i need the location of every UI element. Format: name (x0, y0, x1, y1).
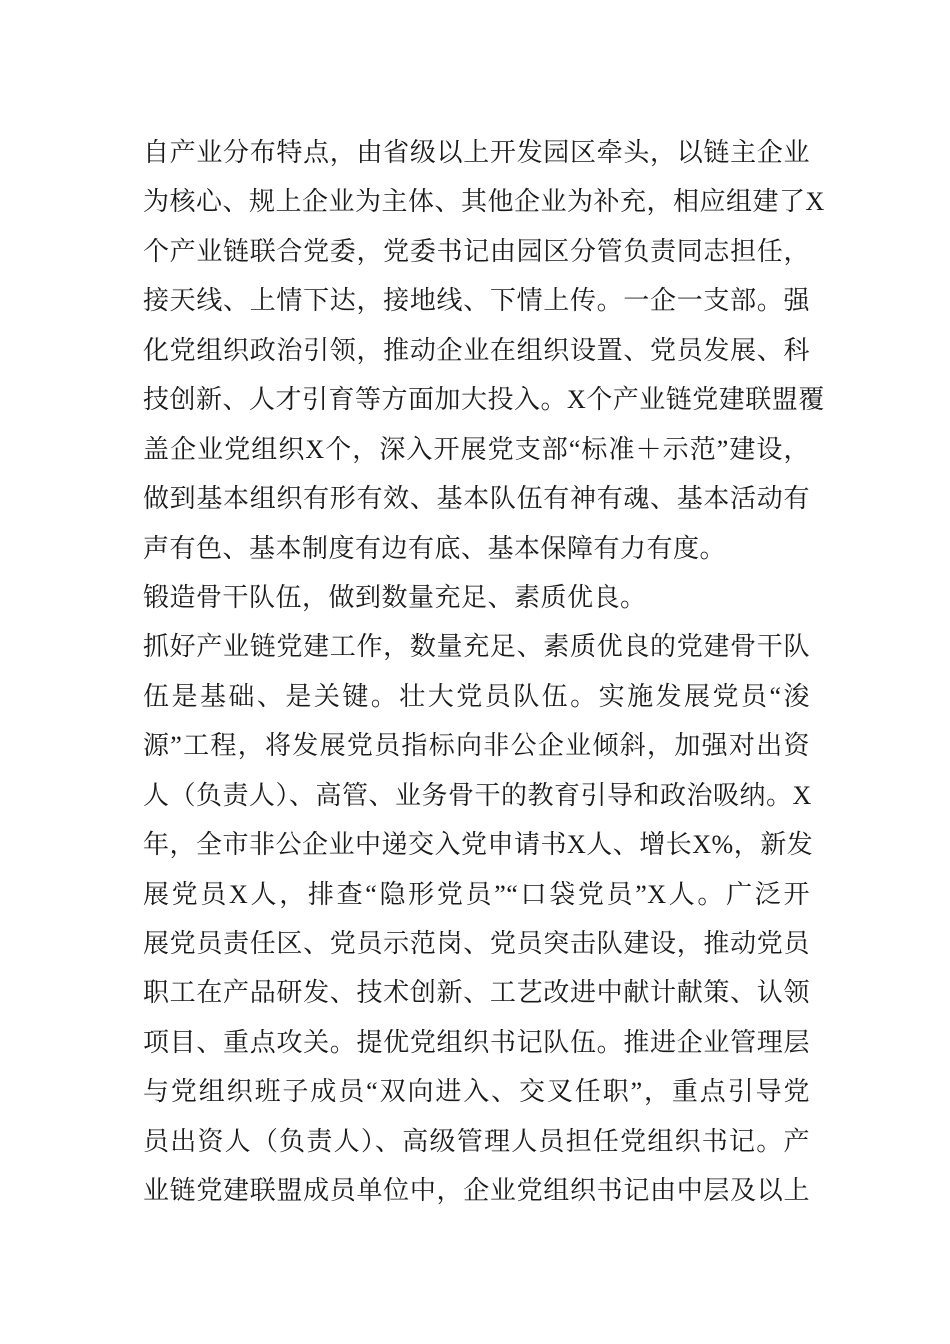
text-line: 做到基本组织有形有效、基本队伍有神有魂、基本活动有 (143, 484, 810, 514)
text-line: 人（负责人）、高管、业务骨干的教育引导和政治吸纳。X (143, 780, 812, 810)
text-line: 业链党建联盟成员单位中，企业党组织书记由中层及以上 (143, 1176, 810, 1206)
document-text-block (143, 128, 825, 1216)
text-line: 员出资人（负责人）、高级管理人员担任党组织书记。产 (143, 1126, 810, 1156)
text-line: 职工在产品研发、技术创新、工艺改进中献计献策、认领 (143, 978, 810, 1008)
text-line: 年，全市非公企业中递交入党申请书X人、增长X%，新发 (143, 830, 814, 860)
text-line: 声有色、基本制度有边有底、基本保障有力有度。 (143, 533, 727, 563)
text-line: 展党员X人，排查“隐形党员”“口袋党员”X人。广泛开 (143, 879, 810, 909)
text-line: 源”工程，将发展党员指标向非公企业倾斜，加强对出资 (143, 731, 810, 761)
text-line: 锻造骨干队伍，做到数量充足、素质优良。 (143, 582, 647, 612)
text-line: 技创新、人才引育等方面加大投入。X个产业链党建联盟覆 (143, 385, 825, 415)
text-line: 盖企业党组织X个，深入开展党支部“标准＋示范”建设， (143, 434, 810, 464)
text-line: 为核心、规上企业为主体、其他企业为补充，相应组建了X (143, 187, 825, 217)
text-line: 接天线、上情下达，接地线、下情上传。一企一支部。强 (143, 286, 810, 316)
text-line: 自产业分布特点，由省级以上开发园区牵头，以链主企业 (143, 138, 810, 167)
text-line: 抓好产业链党建工作，数量充足、素质优良的党建骨干队 (143, 632, 810, 662)
text-line: 化党组织政治引领，推动企业在组织设置、党员发展、科 (143, 335, 810, 365)
text-line: 项目、重点攻关。提优党组织书记队伍。推进企业管理层 (143, 1027, 810, 1057)
text-line: 展党员责任区、党员示范岗、党员突击队建设，推动党员 (143, 929, 810, 958)
text-line: 伍是基础、是关键。壮大党员队伍。实施发展党员“浚 (143, 681, 810, 711)
text-line: 个产业链联合党委，党委书记由园区分管负责同志担任， (143, 236, 810, 266)
text-line: 与党组织班子成员“双向进入、交叉任职”，重点引导党 (143, 1077, 810, 1107)
